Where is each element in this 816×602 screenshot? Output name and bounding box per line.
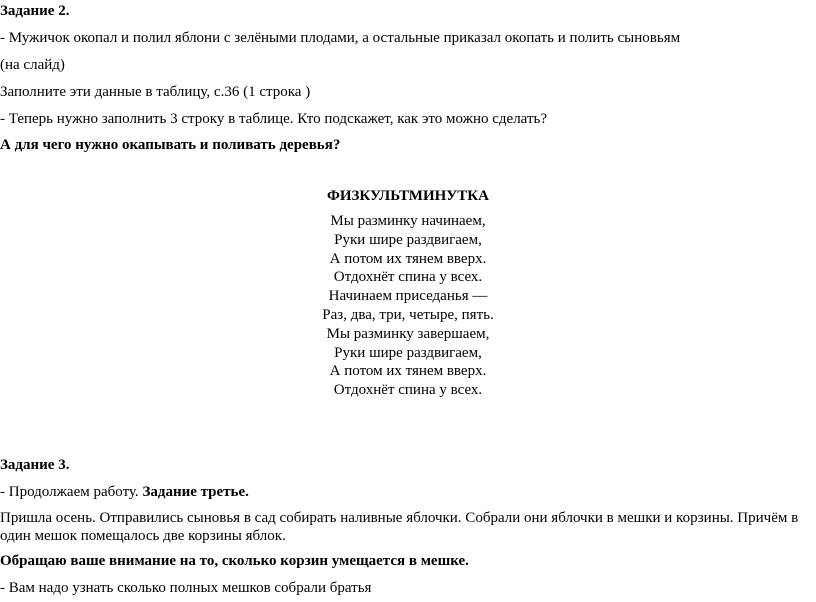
task3-continue-bold: Задание третье. <box>142 484 249 500</box>
poem-line: Руки шире раздвигаем, <box>334 344 482 361</box>
poem-line: Раз, два, три, четыре, пять. <box>322 306 494 323</box>
poem-line: А потом их тянем вверх. <box>329 363 487 380</box>
poem-line: Отдохнёт спина у всех. <box>333 269 483 286</box>
exercise-poem <box>0 212 816 400</box>
task3-heading: Задание 3. <box>0 457 70 473</box>
poem-line: А потом их тянем вверх. <box>329 250 487 267</box>
task3-attention: Обращаю ваше внимание на то, сколько корзин умещается в мешке. <box>0 553 469 569</box>
task2-heading: Задание 2. <box>0 3 70 19</box>
task2-line4: - Теперь нужно заполнить 3 строку в таблице. Кто подскажет, как это можно сделать? <box>0 111 548 127</box>
task3-last-line: - Вам надо узнать сколько полных мешков собрали братья <box>0 580 372 596</box>
task2-question: А для чего нужно окапывать и поливать деревья? <box>0 137 341 153</box>
poem-line: Руки шире раздвигаем, <box>334 231 482 248</box>
task3-continue <box>0 483 249 501</box>
poem-line: Отдохнёт спина у всех. <box>333 382 483 399</box>
poem-line: Мы разминку начинаем, <box>330 213 486 229</box>
task3-story: Пришла осень. Отправились сыновья в сад собирать наливные яблочки. Собрали они яблочки в мешки и корзины. Причём в один мешок помещалось две корзины яблок. <box>0 510 799 544</box>
task2-line2: (на слайд) <box>0 57 65 73</box>
task2-line3: Заполните эти данные в таблицу, с.36 (1 строка ) <box>0 84 311 100</box>
poem-line: Начинаем приседанья — <box>328 288 488 305</box>
exercise-title: ФИЗКУЛЬТМИНУТКА <box>326 188 490 204</box>
task2-line1: - Мужичок окопал и полил яблони с зелёными плодами, а остальные приказал окопать и полить сыновьям <box>0 30 681 46</box>
task3-continue-text: - Продолжаем работу. <box>0 484 143 500</box>
poem-line: Мы разминку завершаем, <box>326 325 490 342</box>
